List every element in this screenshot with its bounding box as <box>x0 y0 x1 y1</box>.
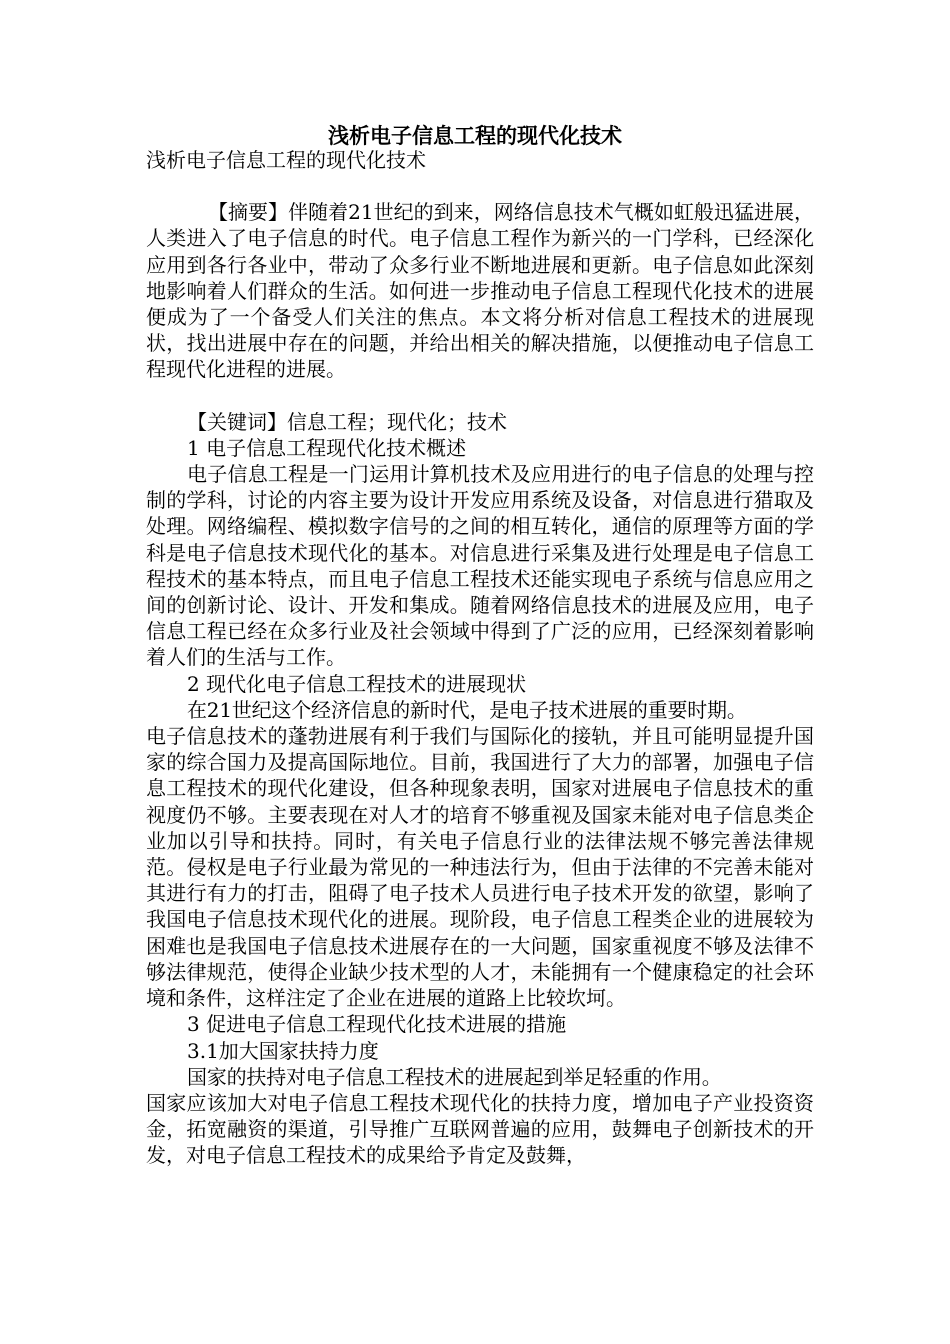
section-2-paragraph: 电子信息技术的蓬勃进展有利于我们与国际化的接轨，并且可能明显提升国家的综合国力及提高国际地位。目前，我国进行了大力的部署，加强电子信息工程技术的现代化建设，但各种现象表明，国家对进展电子信息技术的重视度仍不够。主要表现在对人才的培育不够重视及国家未能对电子信息类企业加以引导和扶持。同时，有关电子信息行业的法律法规不够完善法律规范。侵权是电子行业最为常见的一种违法行为，但由于法律的不完善未能对其进行有力的打击，阻碍了电子技术人员进行电子技术开发的欲望，影响了我国电子信息技术现代化的进展。现阶段，电子信息工程类企业的进展较为困难也是我国电子信息技术进展存在的一大问题，国家重视度不够及法律不够法律规范，使得企业缺少技术型的人才，未能拥有一个健康稳定的社会环境和条件，这样注定了企业在进展的道路上比较坎坷。 <box>146 724 814 1011</box>
section-3-1-heading: 3.1加大国家扶持力度 <box>187 1038 379 1063</box>
spacer <box>146 383 814 409</box>
section-2-paragraph-first-line: 在21世纪这个经济信息的新时代，是电子技术进展的重要时期。 <box>187 697 747 722</box>
section-3-1-paragraph: 国家应该加大对电子信息工程技术现代化的扶持力度，增加电子产业投资资金，拓宽融资的渠道，引导推广互联网普遍的应用，鼓舞电子创新技术的开发，对电子信息工程技术的成果给予肯定及鼓舞， <box>146 1090 814 1168</box>
spacer <box>146 173 814 199</box>
document-subtitle: 浅析电子信息工程的现代化技术 <box>146 148 426 172</box>
section-3-1-paragraph-first-line: 国家的扶持对电子信息工程技术的进展起到举足轻重的作用。 <box>187 1064 722 1089</box>
abstract-paragraph: 【摘要】伴随着21世纪的到来，网络信息技术气概如虹般迅猛进展，人类进入了电子信息的时代。电子信息工程作为新兴的一门学科，已经深化应用到各行各业中，带动了众多行业不断地进展和更新。电子信息如此深刻地影响着人们群众的生活。如何进一步推动电子信息工程现代化技术的进展便成为了一个备受人们关注的焦点。本文将分析对信息工程技术的进展现状，找出进展中存在的问题，并给出相关的解决措施，以便推动电子信息工程现代化进程的进展。 <box>146 200 814 382</box>
section-1-paragraph: 电子信息工程是一门运用计算机技术及应用进行的电子信息的处理与控制的学科，讨论的内容主要为设计开发应用系统及设备，对信息进行猎取及处理。网络编程、模拟数字信号的之间的相互转化，通信的原理等方面的学科是电子信息技术现代化的基本。对信息进行采集及进行处理是电子信息工程技术的基本特点，而且电子信息工程技术还能实现电子系统与信息应用之间的创新讨论、设计、开发和集成。随着网络信息技术的进展及应用，电子信息工程已经在众多行业及社会领域中得到了广泛的应用，已经深刻着影响着人们的生活与工作。 <box>146 462 814 670</box>
section-3-heading: 3 促进电子信息工程现代化技术进展的措施 <box>187 1012 567 1037</box>
section-1-heading: 1 电子信息工程现代化技术概述 <box>187 435 467 460</box>
document-body <box>146 147 814 1169</box>
document-title: 浅析电子信息工程的现代化技术 <box>328 124 622 148</box>
keywords-line: 【关键词】信息工程；现代化；技术 <box>187 409 507 434</box>
section-2-heading: 2 现代化电子信息工程技术的进展现状 <box>187 671 527 696</box>
